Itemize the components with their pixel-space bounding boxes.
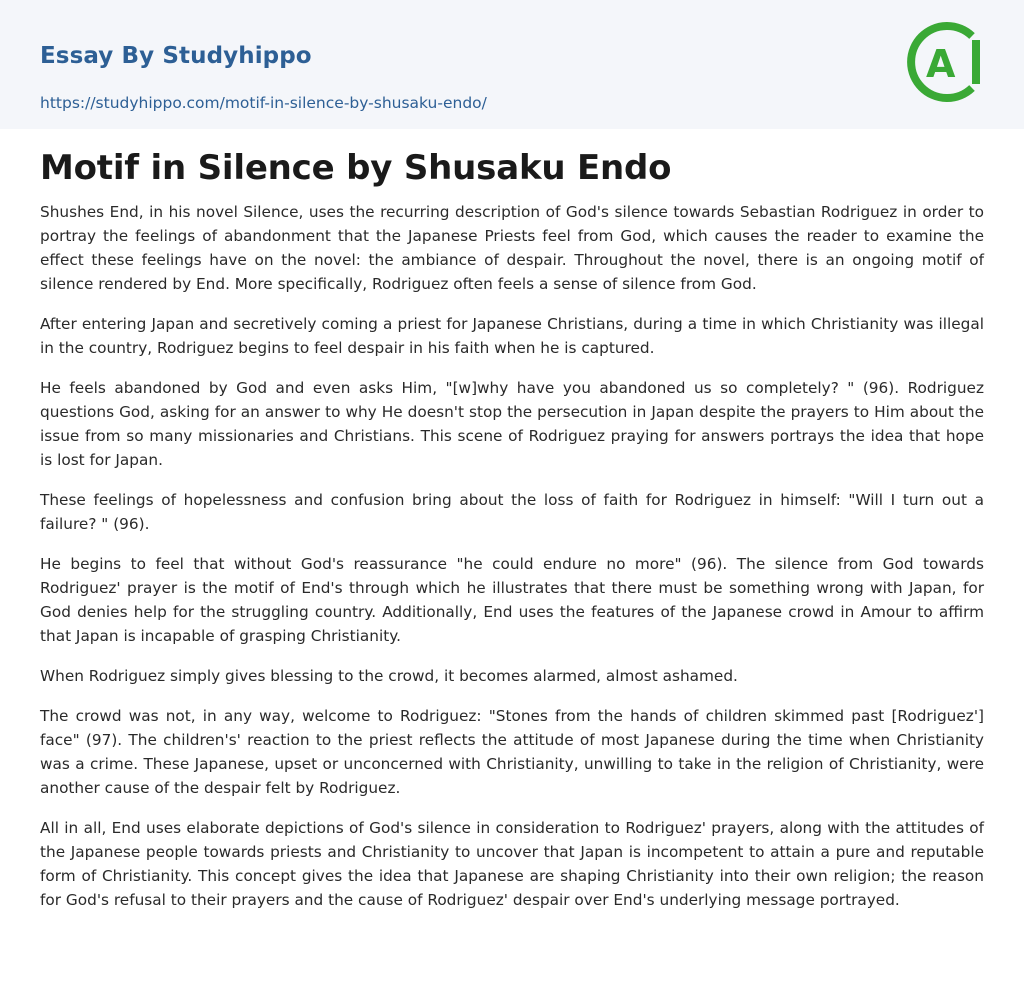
paragraph-2: After entering Japan and secretively coming a priest for Japanese Christians, during a time in which Christianity was illegal in the country, Rodriguez begins to feel despair in his faith when he is captured. xyxy=(40,315,984,357)
essay-url-link[interactable]: https://studyhippo.com/motif-in-silence-by-shusaku-endo/ xyxy=(40,94,487,112)
paragraph-5: He begins to feel that without God's reassurance "he could endure no more" (96). The silence from God towards Rodriguez' prayer is the motif of End's through which he illustrates that there must be something wrong with Japan, for God denies help for the struggling country. Additionally, End uses the features of the Japanese crowd in Amour to affirm that Japan is incapable of grasping Christianity. xyxy=(40,555,984,645)
site-header xyxy=(0,0,1024,129)
logo-letter: A xyxy=(926,42,956,86)
paragraph-1: Shushes End, in his novel Silence, uses the recurring description of God's silence towards Sebastian Rodriguez in order to portray the feelings of abandonment that the Japanese Priests feel from God, which causes the reader to examine the effect these feelings have on the novel: the ambiance of despair. Throughout the novel, there is an ongoing motif of silence rendered by End. More specifically, Rodriguez often feels a sense of silence from God. xyxy=(40,203,984,293)
site-brand: Essay By Studyhippo xyxy=(40,43,312,69)
page-title: Motif in Silence by Shusaku Endo xyxy=(40,148,672,188)
paragraph-3: He feels abandoned by God and even asks Him, "[w]why have you abandoned us so completely? " (96). Rodriguez questions God, asking for an answer to why He doesn't stop the persecution in Japan despite the prayers to Him about the issue from so many missionaries and Christians. This scene of Rodriguez praying for answers portrays the idea that hope is lost for Japan. xyxy=(40,379,984,469)
studyhippo-logo-icon[interactable] xyxy=(900,20,984,104)
paragraph-7: The crowd was not, in any way, welcome to Rodriguez: "Stones from the hands of children skimmed past [Rodriguez'] face" (97). The children's' reaction to the priest reflects the attitude of most Japanese during the time when Christianity was a crime. These Japanese, upset or unconcerned with Christianity, unwilling to take in the religion of Christianity, were another cause of the despair felt by Rodriguez. xyxy=(40,707,984,797)
paragraph-8: All in all, End uses elaborate depictions of God's silence in consideration to Rodriguez' prayers, along with the attitudes of the Japanese people towards priests and Christianity to uncover that Japan is incompetent to attain a pure and reputable form of Christianity. This concept gives the idea that Japanese are shaping Christianity into their own religion; the reason for God's refusal to their prayers and the cause of Rodriguez' despair over End's underlying message portrayed. xyxy=(40,819,984,909)
paragraph-6: When Rodriguez simply gives blessing to the crowd, it becomes alarmed, almost ashamed. xyxy=(40,667,738,685)
paragraph-4: These feelings of hopelessness and confusion bring about the loss of faith for Rodriguez in himself: "Will I turn out a failure? " (96). xyxy=(40,491,984,533)
article xyxy=(0,129,1024,912)
